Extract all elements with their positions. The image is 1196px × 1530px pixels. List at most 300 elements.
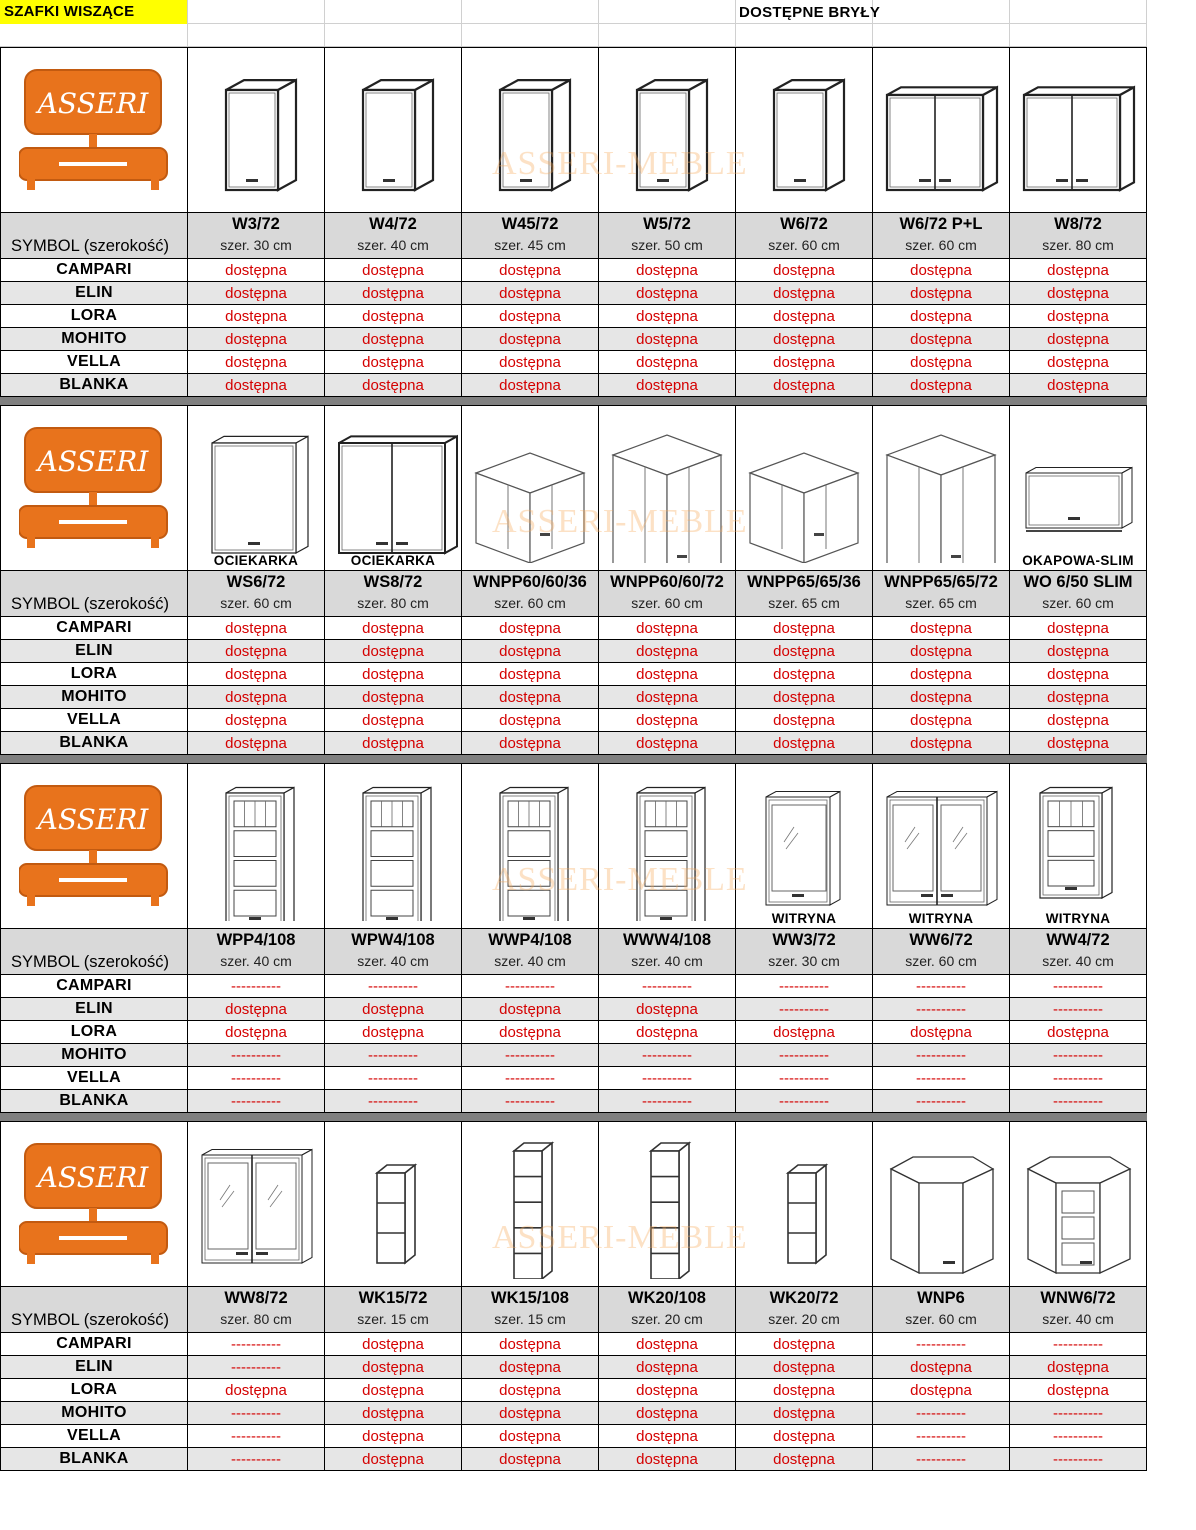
availability-cell: ---------- xyxy=(188,1090,325,1112)
availability-cell: dostępna xyxy=(462,1379,599,1401)
availability-cell: ---------- xyxy=(873,1090,1010,1112)
symbol-cell xyxy=(736,1287,873,1332)
symbol-cell xyxy=(462,571,599,616)
cabinet-width: szer. 40 cm xyxy=(357,237,429,253)
fabric-name: CAMPARI xyxy=(0,617,188,639)
availability-cell: ---------- xyxy=(736,1067,873,1089)
availability-cell: dostępna xyxy=(462,1356,599,1378)
availability-cell: dostępna xyxy=(325,732,462,754)
availability-cell: dostępna xyxy=(873,305,1010,327)
cabinet-image-cell xyxy=(188,48,325,212)
availability-row xyxy=(0,259,1147,282)
cabinet-width: szer. 40 cm xyxy=(631,953,703,969)
lattice-display-cabinet-icon xyxy=(1010,771,1146,921)
corner-diagonal-cabinet-icon xyxy=(873,1129,1009,1279)
cabinet-image-cell xyxy=(325,406,462,570)
availability-row xyxy=(0,732,1147,755)
cabinet-image-cell xyxy=(599,48,736,212)
cabinet-image-cell xyxy=(1010,406,1147,570)
availability-cell: dostępna xyxy=(599,732,736,754)
availability-cell: dostępna xyxy=(873,282,1010,304)
cabinet-code: WW4/72 xyxy=(1046,931,1110,949)
tall-lattice-cabinet-icon xyxy=(325,771,461,921)
symbol-cell xyxy=(873,929,1010,974)
availability-cell: dostępna xyxy=(462,663,599,685)
cabinet-image-cell xyxy=(1010,764,1147,928)
availability-cell: dostępna xyxy=(873,663,1010,685)
fabric-name: ELIN xyxy=(0,998,188,1020)
cabinet-image-cell xyxy=(873,1122,1010,1286)
availability-cell: dostępna xyxy=(325,998,462,1020)
availability-cell: dostępna xyxy=(325,259,462,281)
double-door-wall-cabinet-icon xyxy=(1010,55,1146,205)
glass-display-cabinet-icon xyxy=(736,771,872,921)
availability-row xyxy=(0,709,1147,732)
availability-cell: dostępna xyxy=(1010,1021,1147,1043)
availability-cell: dostępna xyxy=(188,351,325,373)
availability-cell: dostępna xyxy=(873,351,1010,373)
cabinet-code: WK15/108 xyxy=(491,1289,569,1307)
availability-cell: ---------- xyxy=(462,1067,599,1089)
availability-cell: dostępna xyxy=(599,640,736,662)
availability-cell: dostępna xyxy=(873,732,1010,754)
availability-row xyxy=(0,1090,1147,1113)
cabinet-code: WK20/108 xyxy=(628,1289,706,1307)
availability-cell: ---------- xyxy=(188,975,325,997)
availability-row xyxy=(0,1356,1147,1379)
availability-cell: ---------- xyxy=(599,1067,736,1089)
cabinet-caption: WITRYNA xyxy=(1045,911,1111,926)
cabinet-code: W6/72 xyxy=(780,215,828,233)
cabinet-code: WNPP65/65/36 xyxy=(747,573,861,591)
cabinet-width: szer. 30 cm xyxy=(768,953,840,969)
fabric-name: MOHITO xyxy=(0,1402,188,1424)
symbol-cell xyxy=(462,1287,599,1332)
cabinet-image-cell xyxy=(873,764,1010,928)
availability-cell: dostępna xyxy=(736,1021,873,1043)
symbol-row xyxy=(0,1287,1147,1333)
availability-cell: dostępna xyxy=(1010,1379,1147,1401)
availability-cell: dostępna xyxy=(873,709,1010,731)
cabinet-code: WS8/72 xyxy=(363,573,423,591)
availability-cell: dostępna xyxy=(736,351,873,373)
cabinet-block xyxy=(0,405,1147,755)
availability-cell: dostępna xyxy=(599,1333,736,1355)
availability-cell: dostępna xyxy=(599,998,736,1020)
cabinet-image-cell xyxy=(1010,48,1147,212)
cabinet-code: W45/72 xyxy=(501,215,559,233)
availability-cell: dostępna xyxy=(462,1402,599,1424)
cabinet-image-cell xyxy=(1010,1122,1147,1286)
symbol-cell xyxy=(599,929,736,974)
cabinet-width: szer. 50 cm xyxy=(631,237,703,253)
fabric-name: LORA xyxy=(0,663,188,685)
fabric-name: LORA xyxy=(0,305,188,327)
cabinet-code: WW6/72 xyxy=(909,931,973,949)
symbol-row xyxy=(0,213,1147,259)
logo-text: ASSERI xyxy=(37,445,149,478)
availability-cell: ---------- xyxy=(1010,1090,1147,1112)
cabinet-code: W8/72 xyxy=(1054,215,1102,233)
cabinet-width: szer. 80 cm xyxy=(357,595,429,611)
availability-cell: ---------- xyxy=(188,1067,325,1089)
blocks-container xyxy=(0,47,1147,1471)
availability-cell: dostępna xyxy=(736,1333,873,1355)
cabinet-image-cell xyxy=(325,48,462,212)
availability-cell: dostępna xyxy=(736,686,873,708)
availability-cell: ---------- xyxy=(1010,1402,1147,1424)
availability-cell: dostępna xyxy=(1010,686,1147,708)
cabinet-width: szer. 15 cm xyxy=(357,1311,429,1327)
cabinet-image-cell xyxy=(188,764,325,928)
availability-cell: dostępna xyxy=(325,663,462,685)
availability-cell: dostępna xyxy=(1010,640,1147,662)
availability-row xyxy=(0,374,1147,397)
availability-cell: dostępna xyxy=(462,1425,599,1447)
availability-row xyxy=(0,617,1147,640)
symbol-cell xyxy=(873,213,1010,258)
availability-cell: ---------- xyxy=(188,1356,325,1378)
symbol-cell xyxy=(736,929,873,974)
availability-cell: ---------- xyxy=(736,1044,873,1066)
single-door-wall-cabinet-icon xyxy=(325,55,461,205)
availability-row xyxy=(0,328,1147,351)
sheet-title: SZAFKI WISZĄCE xyxy=(0,0,188,24)
cabinet-caption: OKAPOWA-SLIM xyxy=(1022,553,1134,568)
cabinet-image-cell xyxy=(325,764,462,928)
cabinet-code: WNPP65/65/72 xyxy=(884,573,998,591)
symbol-cell xyxy=(599,571,736,616)
availability-cell: dostępna xyxy=(599,1356,736,1378)
fabric-name: ELIN xyxy=(0,1356,188,1378)
availability-cell: ---------- xyxy=(1010,998,1147,1020)
availability-cell: ---------- xyxy=(599,1044,736,1066)
cabinet-width: szer. 20 cm xyxy=(768,1311,840,1327)
fabric-name: ELIN xyxy=(0,640,188,662)
logo-text: ASSERI xyxy=(37,87,149,120)
symbol-cell xyxy=(1010,1287,1147,1332)
fabric-name: BLANKA xyxy=(0,1090,188,1112)
availability-row xyxy=(0,1067,1147,1090)
cabinet-code: WPP4/108 xyxy=(216,931,296,949)
availability-cell: dostępna xyxy=(599,351,736,373)
availability-cell: ---------- xyxy=(1010,1425,1147,1447)
availability-cell: dostępna xyxy=(736,259,873,281)
cabinet-code: WK15/72 xyxy=(358,1289,428,1307)
availability-cell: dostępna xyxy=(188,305,325,327)
cabinet-image-cell xyxy=(462,406,599,570)
fabric-name: LORA xyxy=(0,1021,188,1043)
availability-cell: dostępna xyxy=(188,1379,325,1401)
availability-cell: ---------- xyxy=(188,1448,325,1470)
availability-cell: ---------- xyxy=(736,1090,873,1112)
hood-cabinet-icon xyxy=(1010,413,1146,563)
availability-cell: ---------- xyxy=(325,1090,462,1112)
availability-cell: dostępna xyxy=(325,1448,462,1470)
availability-row xyxy=(0,1448,1147,1471)
logo-text: ASSERI xyxy=(37,1161,149,1194)
fabric-name: VELLA xyxy=(0,1425,188,1447)
cabinet-code: WS6/72 xyxy=(226,573,286,591)
availability-cell: dostępna xyxy=(599,305,736,327)
cabinet-caption: WITRYNA xyxy=(908,911,974,926)
availability-row xyxy=(0,686,1147,709)
symbol-cell xyxy=(325,571,462,616)
availability-cell: dostępna xyxy=(325,1021,462,1043)
double-lattice-display-cabinet-icon xyxy=(188,1129,324,1279)
symbol-label: SYMBOL (szerokość) xyxy=(0,571,188,616)
image-row xyxy=(0,405,1147,571)
cabinet-code: WW3/72 xyxy=(772,931,836,949)
availability-cell: dostępna xyxy=(325,351,462,373)
availability-cell: dostępna xyxy=(1010,1356,1147,1378)
availability-cell: dostępna xyxy=(1010,709,1147,731)
availability-cell: ---------- xyxy=(325,1044,462,1066)
availability-cell: dostępna xyxy=(462,732,599,754)
fabric-name: ELIN xyxy=(0,282,188,304)
availability-cell: dostępna xyxy=(462,686,599,708)
availability-cell: dostępna xyxy=(873,617,1010,639)
symbol-cell xyxy=(462,213,599,258)
availability-cell: dostępna xyxy=(462,1333,599,1355)
cabinet-width: szer. 80 cm xyxy=(1042,237,1114,253)
availability-cell: ---------- xyxy=(599,975,736,997)
single-door-wall-cabinet-icon xyxy=(188,55,324,205)
availability-cell: dostępna xyxy=(736,709,873,731)
availability-cell: dostępna xyxy=(736,1425,873,1447)
availability-cell: dostępna xyxy=(873,686,1010,708)
asseri-logo-icon xyxy=(19,426,169,550)
fabric-name: MOHITO xyxy=(0,686,188,708)
symbol-cell xyxy=(325,929,462,974)
symbol-cell xyxy=(1010,929,1147,974)
availability-cell: dostępna xyxy=(599,663,736,685)
cabinet-code: WWP4/108 xyxy=(488,931,572,949)
availability-cell: dostępna xyxy=(325,709,462,731)
symbol-cell xyxy=(462,929,599,974)
symbol-label: SYMBOL (szerokość) xyxy=(0,213,188,258)
symbol-cell xyxy=(873,571,1010,616)
cabinet-caption: OCIEKARKA xyxy=(213,553,299,568)
availability-cell: dostępna xyxy=(599,709,736,731)
symbol-row xyxy=(0,571,1147,617)
fabric-name: CAMPARI xyxy=(0,259,188,281)
cabinet-caption: WITRYNA xyxy=(771,911,837,926)
cabinet-image-cell xyxy=(462,48,599,212)
availability-cell: ---------- xyxy=(599,1090,736,1112)
availability-cell: dostępna xyxy=(873,374,1010,396)
tall-lattice-cabinet-icon xyxy=(462,771,598,921)
cabinet-block xyxy=(0,1121,1147,1471)
availability-cell: ---------- xyxy=(873,975,1010,997)
availability-cell: ---------- xyxy=(1010,1448,1147,1470)
symbol-cell xyxy=(188,213,325,258)
cabinet-width: szer. 40 cm xyxy=(494,953,566,969)
symbol-label: SYMBOL (szerokość) xyxy=(0,1287,188,1332)
cabinet-width: szer. 15 cm xyxy=(494,1311,566,1327)
cabinet-width: szer. 60 cm xyxy=(905,953,977,969)
availability-row xyxy=(0,1379,1147,1402)
availability-cell: dostępna xyxy=(736,374,873,396)
symbol-cell xyxy=(599,213,736,258)
availability-cell: dostępna xyxy=(736,305,873,327)
availability-cell: dostępna xyxy=(188,282,325,304)
cabinet-image-cell xyxy=(462,764,599,928)
cabinet-block xyxy=(0,763,1147,1113)
dish-drainer-cabinet-icon xyxy=(188,413,324,563)
availability-cell: dostępna xyxy=(325,282,462,304)
availability-cell: dostępna xyxy=(462,1021,599,1043)
cabinet-image-cell xyxy=(599,1122,736,1286)
availability-cell: ---------- xyxy=(188,1425,325,1447)
symbol-cell xyxy=(599,1287,736,1332)
availability-cell: dostępna xyxy=(1010,259,1147,281)
fabric-name: BLANKA xyxy=(0,1448,188,1470)
cabinet-code: W5/72 xyxy=(643,215,691,233)
single-door-wall-cabinet-icon xyxy=(462,55,598,205)
asseri-logo-icon xyxy=(19,68,169,192)
availability-row xyxy=(0,1021,1147,1044)
availability-cell: dostępna xyxy=(325,640,462,662)
header-row xyxy=(0,0,1147,24)
availability-cell: dostępna xyxy=(462,998,599,1020)
availability-cell: dostępna xyxy=(736,282,873,304)
symbol-cell xyxy=(325,1287,462,1332)
cabinet-code: WO 6/50 SLIM xyxy=(1023,573,1133,591)
cabinet-width: szer. 60 cm xyxy=(905,237,977,253)
availability-cell: dostępna xyxy=(599,686,736,708)
cabinet-image-cell xyxy=(188,406,325,570)
availability-cell: dostępna xyxy=(736,617,873,639)
availability-cell: dostępna xyxy=(736,328,873,350)
availability-cell: dostępna xyxy=(1010,282,1147,304)
availability-cell: dostępna xyxy=(462,709,599,731)
cabinet-block xyxy=(0,47,1147,397)
availability-cell: ---------- xyxy=(1010,1044,1147,1066)
cabinet-code: W3/72 xyxy=(232,215,280,233)
corner-cabinet-low-icon xyxy=(736,413,872,563)
availability-cell: dostępna xyxy=(873,640,1010,662)
open-shelf-cabinet-icon xyxy=(736,1129,872,1279)
cabinet-width: szer. 45 cm xyxy=(494,237,566,253)
availability-cell: dostępna xyxy=(736,1448,873,1470)
availability-cell: dostępna xyxy=(462,259,599,281)
logo-cell xyxy=(0,1122,188,1286)
availability-row xyxy=(0,1333,1147,1356)
availability-cell: ---------- xyxy=(736,975,873,997)
fabric-name: BLANKA xyxy=(0,732,188,754)
availability-row xyxy=(0,998,1147,1021)
tall-lattice-cabinet-icon xyxy=(188,771,324,921)
cabinet-code: WNP6 xyxy=(917,1289,965,1307)
availability-cell: ---------- xyxy=(736,998,873,1020)
availability-cell: dostępna xyxy=(325,305,462,327)
availability-cell: ---------- xyxy=(1010,1333,1147,1355)
cabinet-code: WNPP60/60/36 xyxy=(473,573,587,591)
availability-row xyxy=(0,1044,1147,1067)
availability-cell: dostępna xyxy=(188,374,325,396)
symbol-cell xyxy=(188,929,325,974)
availability-cell: dostępna xyxy=(599,1379,736,1401)
availability-cell: dostępna xyxy=(188,998,325,1020)
double-glass-display-cabinet-icon xyxy=(873,771,1009,921)
symbol-cell xyxy=(188,571,325,616)
availability-cell: ---------- xyxy=(1010,1067,1147,1089)
symbol-cell xyxy=(325,213,462,258)
availability-cell: dostępna xyxy=(188,663,325,685)
availability-cell: dostępna xyxy=(873,328,1010,350)
availability-cell: dostępna xyxy=(462,351,599,373)
cabinet-width: szer. 60 cm xyxy=(494,595,566,611)
availability-cell: ---------- xyxy=(188,1402,325,1424)
availability-cell: dostępna xyxy=(599,374,736,396)
availability-cell: dostępna xyxy=(462,328,599,350)
availability-cell: ---------- xyxy=(325,1067,462,1089)
cabinet-width: szer. 30 cm xyxy=(220,237,292,253)
fabric-name: VELLA xyxy=(0,709,188,731)
cabinet-image-cell xyxy=(462,1122,599,1286)
availability-cell: dostępna xyxy=(325,1425,462,1447)
open-shelf-cabinet-icon xyxy=(325,1129,461,1279)
availability-row xyxy=(0,663,1147,686)
cabinet-image-cell xyxy=(736,406,873,570)
availability-cell: dostępna xyxy=(873,259,1010,281)
cabinet-image-cell xyxy=(736,1122,873,1286)
watermark: ASSERI-MEBLE xyxy=(492,145,748,182)
availability-cell: dostępna xyxy=(462,282,599,304)
block-separator xyxy=(0,397,1147,405)
availability-cell: dostępna xyxy=(1010,617,1147,639)
cabinet-code: WNPP60/60/72 xyxy=(610,573,724,591)
availability-cell: dostępna xyxy=(188,732,325,754)
logo-cell xyxy=(0,764,188,928)
availability-row xyxy=(0,975,1147,998)
cabinet-image-cell xyxy=(873,48,1010,212)
availability-cell: dostępna xyxy=(462,305,599,327)
availability-cell: dostępna xyxy=(188,640,325,662)
block-separator xyxy=(0,1113,1147,1121)
fabric-name: MOHITO xyxy=(0,328,188,350)
availability-cell: dostępna xyxy=(873,1356,1010,1378)
fabric-name: LORA xyxy=(0,1379,188,1401)
image-row xyxy=(0,47,1147,213)
cabinet-image-cell xyxy=(736,48,873,212)
availability-cell: dostępna xyxy=(462,374,599,396)
tall-open-shelf-cabinet-icon xyxy=(462,1129,598,1279)
cabinet-code: W4/72 xyxy=(369,215,417,233)
cabinet-image-cell xyxy=(736,764,873,928)
cabinet-width: szer. 60 cm xyxy=(631,595,703,611)
availability-row xyxy=(0,1402,1147,1425)
symbol-cell xyxy=(736,571,873,616)
asseri-logo-icon xyxy=(19,784,169,908)
availability-cell: dostępna xyxy=(736,1402,873,1424)
symbol-cell xyxy=(188,1287,325,1332)
availability-cell: dostępna xyxy=(188,259,325,281)
availability-cell: dostępna xyxy=(736,1356,873,1378)
availability-cell: dostępna xyxy=(325,1379,462,1401)
cabinet-image-cell xyxy=(599,764,736,928)
cabinet-code: WW8/72 xyxy=(224,1289,288,1307)
availability-cell: dostępna xyxy=(188,617,325,639)
availability-cell: ---------- xyxy=(873,1333,1010,1355)
watermark: ASSERI-MEBLE xyxy=(492,1219,748,1256)
cabinet-width: szer. 80 cm xyxy=(220,1311,292,1327)
cabinet-width: szer. 40 cm xyxy=(220,953,292,969)
availability-row xyxy=(0,305,1147,328)
availability-cell: ---------- xyxy=(188,1044,325,1066)
availability-cell: dostępna xyxy=(325,1356,462,1378)
